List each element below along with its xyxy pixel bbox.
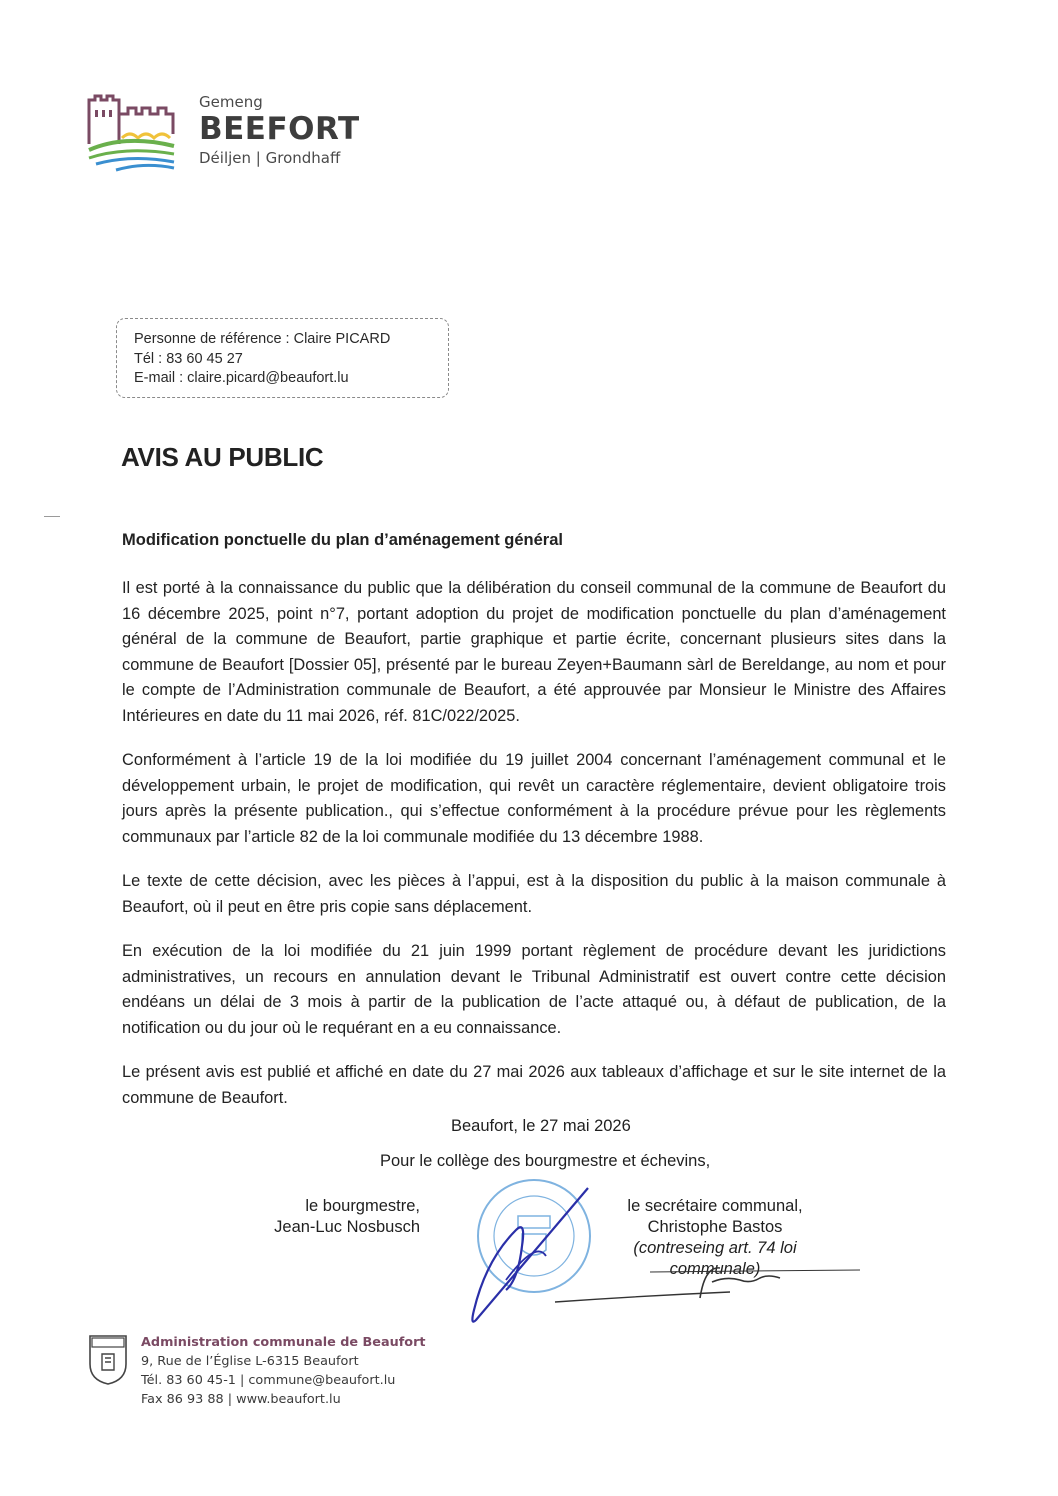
reference-box: [116, 318, 449, 398]
footer-contact: Tél. 83 60 45-1 | commune@beaufort.lu: [141, 1373, 396, 1388]
fold-mark: [44, 516, 60, 517]
footer-address: [141, 1333, 426, 1409]
reference-phone: Tél : 83 60 45 27: [134, 350, 243, 367]
body-text: [122, 576, 946, 1130]
paragraph: Le texte de cette décision, avec les pièces à l’appui, est à la disposition du public à la maison communale à Beaufort, où il peut en être pris copie sans déplacement.: [122, 872, 946, 916]
brand-name: BEEFORT: [199, 111, 360, 147]
commune-logo: [86, 94, 176, 172]
coat-of-arms-icon: [88, 1334, 128, 1386]
subject-heading: Modification ponctuelle du plan d’aménagement général: [122, 531, 563, 549]
page-title: AVIS AU PUBLIC: [121, 442, 324, 472]
paragraph: Conformément à l’article 19 de la loi modifiée du 19 juillet 2004 concernant l’aménagement communal et le développement urbain, le projet de modification, qui revêt un caractère réglementaire, devient obligatoire trois jours après la présente publication., qui s’effectue conformément à la procédure prévue pour les règlements communaux par l’article 82 de la loi communale modifiée du 13 décembre 1988.: [122, 751, 946, 846]
commune-brand: [199, 93, 360, 167]
secretary-signature: [550, 1262, 870, 1308]
footer-street: 9, Rue de l’Église L-6315 Beaufort: [141, 1354, 359, 1369]
brand-sub: Déiljen | Grondhaff: [199, 149, 341, 167]
footer-org: Administration communale de Beaufort: [141, 1335, 426, 1350]
mayor-name: Jean-Luc Nosbusch: [274, 1218, 420, 1236]
secretary-role: le secrétaire communal,: [627, 1197, 803, 1215]
paragraph: Le présent avis est publié et affiché en date du 27 mai 2026 aux tableaux d’affichage et sur le site internet de la commune de Beaufort.: [122, 1063, 946, 1107]
secretary-name: Christophe Bastos: [647, 1218, 783, 1236]
paragraph: Il est porté à la connaissance du public que la délibération du conseil communal de la commune de Beaufort du 16 décembre 2025, point n°7, portant adoption du projet de modification ponctuelle du plan d’aménagement général de la commune de Beaufort, partie graphique et partie écrite, concernant plusieurs sites dans la commune de Beaufort [Dossier 05], présenté par le bureau Zeyen+Baumann sàrl de Bereldange, au nom et pour le compte de l’Administration communale de Beaufort, a été approuvée par Monsieur le Ministre des Affaires Intérieures en date du 11 mai 2026, réf. 81C/022/2025.: [122, 579, 946, 725]
reference-person: Personne de référence : Claire PICARD: [134, 331, 391, 347]
secretary-note: (contreseing art. 74 loi communale): [633, 1239, 797, 1278]
on-behalf-line: Pour le collège des bourgmestre et échevins,: [380, 1152, 711, 1170]
reference-email: E-mail : claire.picard@beaufort.lu: [134, 370, 349, 386]
brand-top: Gemeng: [199, 93, 263, 111]
footer-fax-web: Fax 86 93 88 | www.beaufort.lu: [141, 1392, 341, 1407]
mayor-signature-block: [260, 1196, 420, 1238]
paragraph: En exécution de la loi modifiée du 21 juin 1999 portant règlement de procédure devant les juridictions administratives, un recours en annulation devant le Tribunal Administratif est ouvert contre cette décision endéans un délai de 3 mois à partir de la publication de l’acte attaqué ou, à défaut de publication, de la notification ou du jour où le requérant en a eu connaissance.: [122, 942, 946, 1037]
mayor-role: le bourgmestre,: [305, 1197, 420, 1215]
place-date: Beaufort, le 27 mai 2026: [451, 1117, 631, 1135]
